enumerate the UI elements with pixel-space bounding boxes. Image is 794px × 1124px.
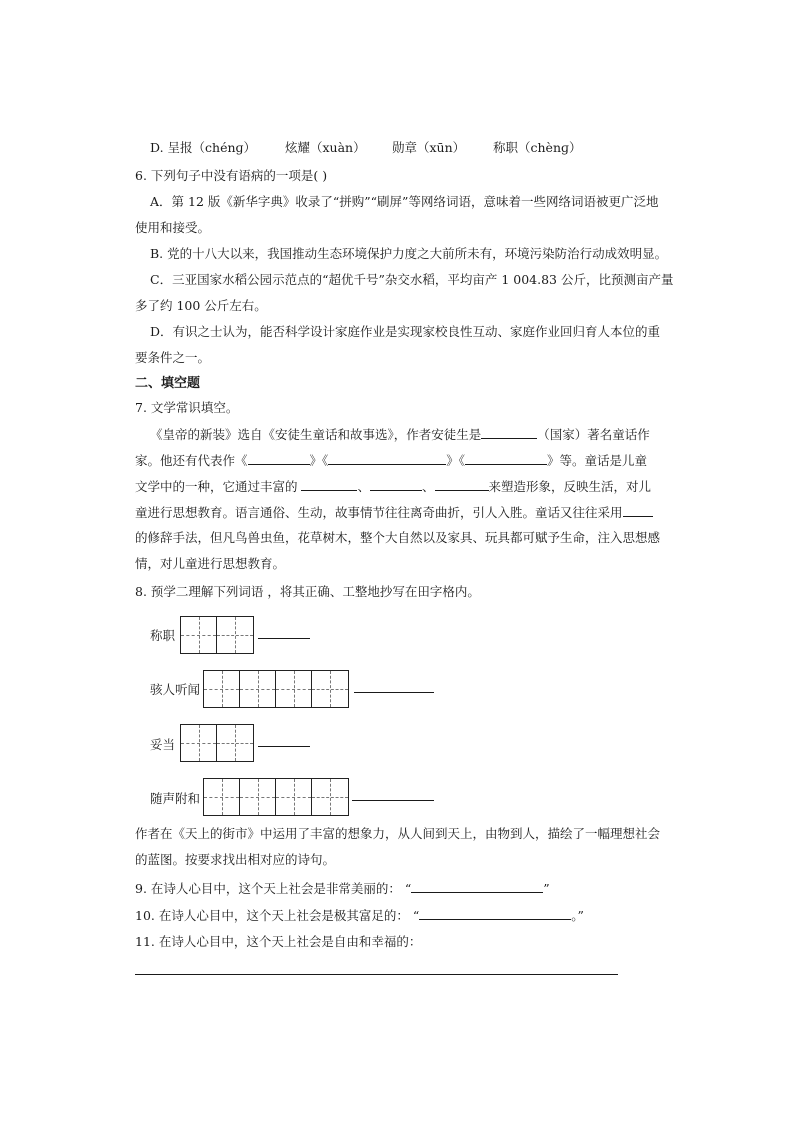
answer-line-1[interactable]	[258, 638, 310, 639]
q5-option-d-w4: 称职（chènɡ）	[493, 140, 582, 155]
word-3: 妥当	[150, 737, 176, 752]
q7-line6: 情，对儿童进行思想教育。	[135, 556, 286, 571]
q6-option-b: B. 党的十八大以来，我国推动生态环境保护力度之大前所未有，环境污染防治行动成效明显。	[150, 246, 668, 261]
tianzige-grid-4[interactable]	[203, 778, 349, 816]
section-title: 二、填空题	[135, 376, 201, 391]
q10-answer-blank[interactable]	[419, 907, 571, 920]
q8-stem: 8. 预学二理解下列词语 ，将其正确、工整地抄写在田字格内。	[135, 584, 480, 599]
q9-text: 9. 在诗人心目中，这个天上社会是非常美丽的： “	[135, 881, 412, 896]
q6-stem: 6. 下列句子中没有语病的一项是( )	[135, 168, 328, 183]
word-4: 随声附和	[150, 791, 201, 806]
tianzige-grid-2[interactable]	[203, 670, 349, 708]
q6-option-a-line1: A．第 12 版《新华字典》收录了“拼购”“刷屏”等网络词语，意味着一些网络词语被更广泛地	[150, 194, 659, 209]
work-blank-3[interactable]	[465, 452, 547, 465]
q6-option-c-line2: 多了约 100 公斤左右。	[135, 298, 267, 313]
q7-line1	[150, 426, 650, 443]
grid-cell[interactable]	[217, 725, 253, 761]
q6-option-d-line1: D．有识之士认为，能否科学设计家庭作业是实现家校良性互动、家庭作业回归育人本位的重	[150, 324, 661, 339]
q11-answer-line[interactable]	[135, 974, 618, 975]
work-blank-2[interactable]	[328, 452, 446, 465]
grid-cell[interactable]	[204, 671, 240, 707]
tianzige-grid-1[interactable]	[180, 616, 254, 654]
q7-line3-text-d: 来塑造形象，反映生活，对儿	[488, 479, 652, 494]
q7-line2	[135, 452, 647, 469]
grid-cell[interactable]	[312, 779, 348, 815]
feature-blank-2[interactable]	[370, 478, 422, 491]
rhetoric-blank[interactable]	[623, 504, 653, 517]
q10	[135, 907, 584, 924]
grid-cell[interactable]	[181, 617, 217, 653]
q7-line2-text-d: 》等。童话是儿童	[547, 453, 648, 468]
q9	[135, 880, 550, 897]
q5-option-d-w3: 勋章（xūn）	[392, 140, 466, 155]
grid-cell[interactable]	[276, 779, 312, 815]
grid-cell[interactable]	[240, 779, 276, 815]
grid-cell[interactable]	[312, 671, 348, 707]
q9-answer-blank[interactable]	[411, 880, 543, 893]
q7-line3-text-b: 、	[357, 479, 370, 494]
q7-line3-text-c: 、	[422, 479, 435, 494]
q5-option-d-w1: D. 呈报（chénɡ）	[150, 140, 257, 155]
q7-line2-text-a: 家。他还有代表作《	[135, 453, 248, 468]
answer-line-4[interactable]	[352, 800, 434, 801]
q7-line3-text-a: 文学中的一种，它通过丰富的	[135, 479, 302, 494]
q10-text: 10. 在诗人心目中，这个天上社会是极其富足的： “	[135, 908, 420, 923]
tianzige-grid-3[interactable]	[180, 724, 254, 762]
country-blank[interactable]	[481, 426, 537, 439]
feature-blank-1[interactable]	[301, 478, 357, 491]
q9-close-quote: ”	[543, 881, 550, 896]
q7-line1-text-a: 《皇帝的新装》选自《安徒生童话和故事选》，作者安徒生是	[150, 427, 482, 442]
q10-close-quote: 。”	[571, 908, 584, 923]
grid-cell[interactable]	[276, 671, 312, 707]
q7-line2-text-c: 》《	[446, 453, 466, 468]
q6-option-d-line2: 要条件之一。	[135, 350, 211, 365]
grid-cell[interactable]	[240, 671, 276, 707]
q5-option-d-w2: 炫耀（xuàn）	[285, 140, 366, 155]
work-blank-1[interactable]	[248, 452, 310, 465]
grid-cell[interactable]	[181, 725, 217, 761]
word-1: 称职	[150, 628, 176, 643]
q7-line2-text-b: 》《	[309, 453, 329, 468]
q7-line4-text-a: 童进行思想教育。语言通俗、生动，故事情节往往离奇曲折，引人入胜。童话又往往采用	[135, 505, 623, 520]
poem-intro-line2: 的蓝图。按要求找出相对应的诗句。	[135, 852, 336, 867]
q6-option-a-line2: 使用和接受。	[135, 220, 211, 235]
q7-line5: 的修辞手法，但凡鸟兽虫鱼，花草树木，整个大自然以及家具、玩具都可赋予生命，注入思想感	[135, 530, 661, 545]
q6-option-c-line1: C．三亚国家水稻公园示范点的“超优千号”杂交水稻，平均亩产 1 004.83 公斤，比预测亩产量	[150, 272, 674, 287]
answer-line-3[interactable]	[258, 746, 310, 747]
feature-blank-3[interactable]	[435, 478, 489, 491]
q7-line3	[135, 478, 651, 495]
word-2: 骇人听闻	[150, 682, 201, 697]
q7-stem: 7. 文学常识填空。	[135, 400, 239, 415]
answer-line-2[interactable]	[354, 692, 434, 693]
q7-line4	[135, 504, 653, 521]
grid-cell[interactable]	[204, 779, 240, 815]
poem-intro-line1: 作者在《天上的街市》中运用了丰富的想象力，从人间到天上，由物到人，描绘了一幅理想社会	[135, 826, 661, 841]
grid-cell[interactable]	[217, 617, 253, 653]
q7-line1-text-b: （国家）著名童话作	[537, 427, 650, 442]
q11-text: 11. 在诗人心目中，这个天上社会是自由和幸福的：	[135, 934, 422, 949]
